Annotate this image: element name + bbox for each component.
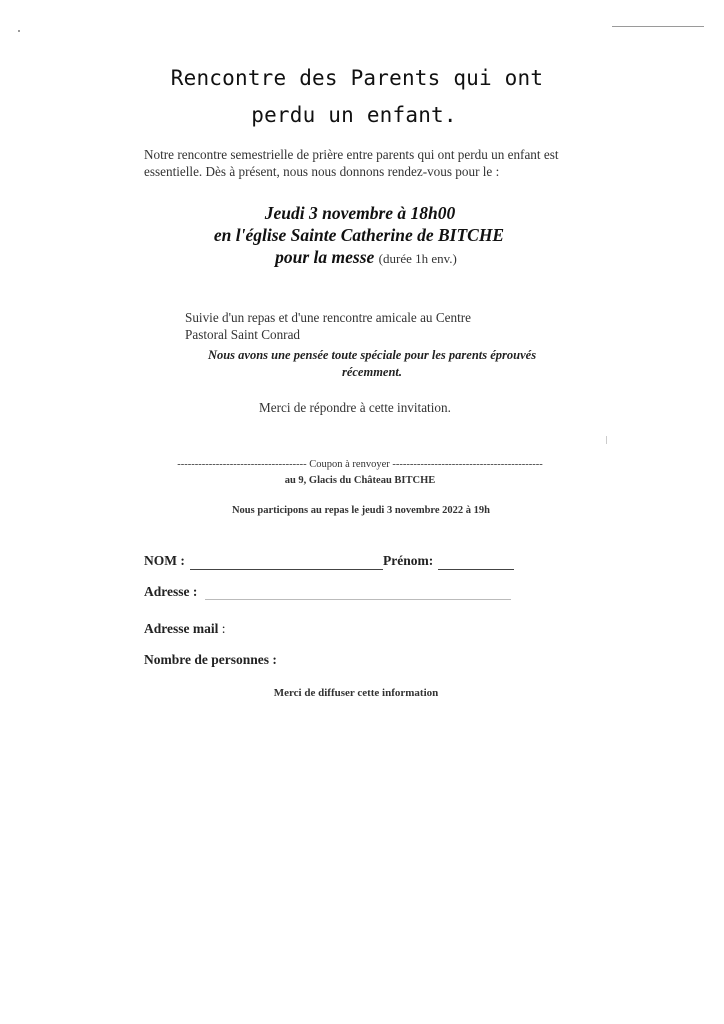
scan-mark-top-right (612, 26, 704, 27)
prenom-label: Prénom: (383, 553, 434, 568)
scan-mark-top-left (18, 30, 20, 32)
coupon-participation: Nous participons au repas le jeudi 3 novembre 2022 à 19h (231, 505, 491, 516)
thanks-reply: Merci de répondre à cette invitation. (259, 400, 451, 415)
nom-field[interactable] (190, 569, 383, 570)
mail-label-text: Adresse mail (144, 621, 219, 636)
footer-note: Merci de diffuser cette information (273, 687, 439, 699)
followup-line-1: Suivie d'un repas et d'une rencontre amicale au Centre (185, 310, 471, 325)
scan-mark-right-edge (606, 436, 607, 444)
prenom-field[interactable] (438, 569, 514, 570)
coupon-address: au 9, Glacis du Château BITCHE (284, 475, 436, 486)
persons-label: Nombre de personnes : (144, 652, 277, 667)
page-title-line-1: Rencontre des Parents qui ont (170, 66, 544, 90)
event-duration: (durée 1h env.) (378, 251, 457, 266)
page-title-line-2: perdu un enfant. (251, 103, 457, 127)
adresse-label: Adresse : (144, 584, 198, 599)
event-date: Jeudi 3 novembre à 18h00 (264, 203, 456, 223)
coupon-header: ------------------------------------- Coupon à renvoyer ------------------------------------------- (177, 459, 543, 470)
mail-field[interactable] (232, 636, 512, 637)
event-mass-line (4, 247, 724, 268)
adresse-field[interactable] (205, 599, 511, 600)
intro-paragraph (144, 146, 594, 180)
followup-line-2: Pastoral Saint Conrad (185, 327, 301, 342)
special-line-2: récemment. (341, 365, 403, 379)
special-thought (150, 347, 594, 381)
persons-field[interactable] (282, 667, 512, 668)
mail-label (144, 621, 226, 637)
special-line-1: Nous avons une pensée toute spéciale pour les parents éprouvés (207, 348, 537, 362)
event-place: en l'église Sainte Catherine de BITCHE (213, 225, 505, 245)
nom-label: NOM : (144, 553, 185, 568)
intro-line-2: essentielle. Dès à présent, nous nous donnons rendez-vous pour le : (144, 164, 500, 179)
intro-line-1: Notre rencontre semestrielle de prière entre parents qui ont perdu un enfant est (144, 147, 559, 162)
mail-label-colon: : (221, 621, 226, 636)
event-mass: pour la messe (275, 247, 375, 267)
